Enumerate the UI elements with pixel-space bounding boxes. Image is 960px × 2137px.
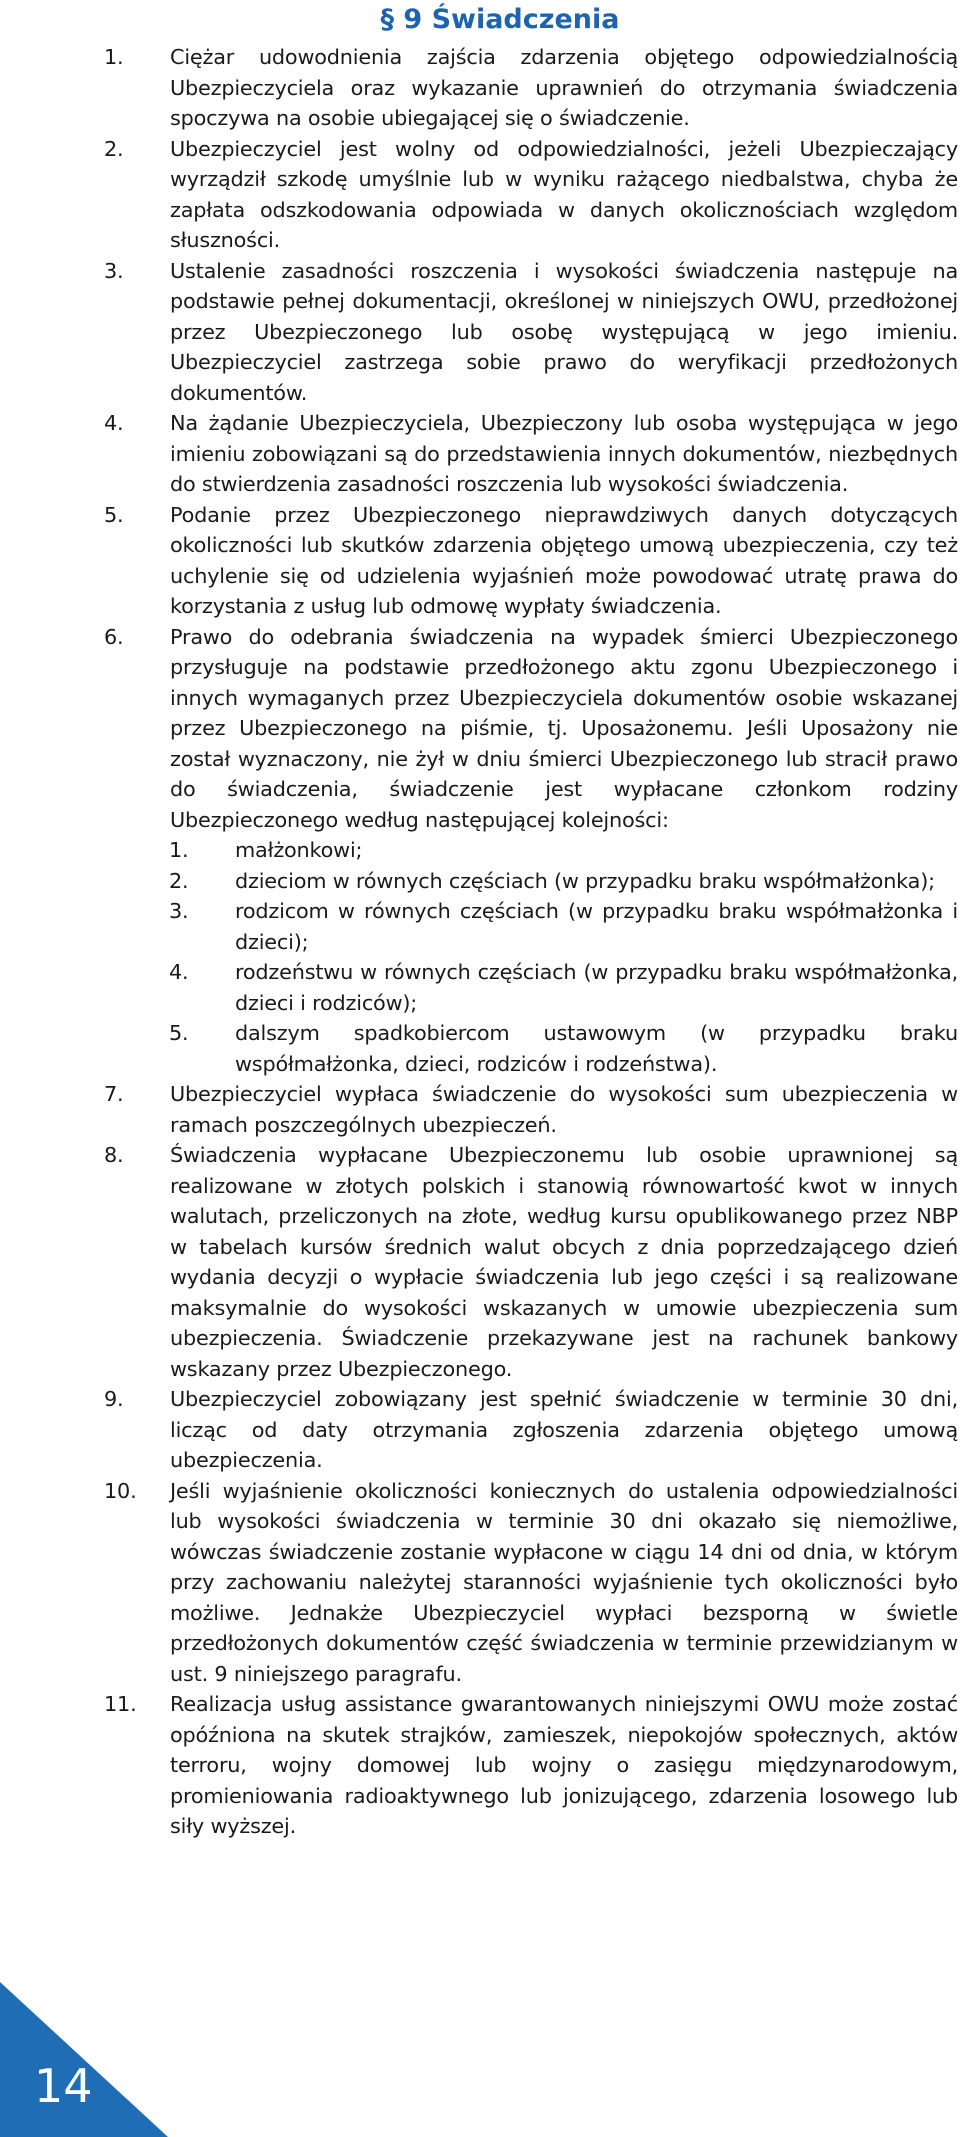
sub-list-item xyxy=(169,957,958,1018)
sub-item-text: rodzeństwu w równych częściach (w przypadku braku współmałżonka, dzieci i rodziców); xyxy=(235,960,958,1015)
list-item xyxy=(104,1384,958,1476)
list-item xyxy=(104,500,958,622)
item-number: 4. xyxy=(104,411,124,435)
list-item xyxy=(104,256,958,409)
list-item xyxy=(104,134,958,256)
sub-item-number: 1. xyxy=(169,838,189,862)
item-text: Ubezpieczyciel wypłaca świadczenie do wysokości sum ubezpieczenia w ramach poszczególnych ubezpieczeń. xyxy=(170,1082,958,1137)
item-text: Prawo do odebrania świadczenia na wypadek śmierci Ubezpieczonego przysługuje na podstawie przedłożonego aktu zgonu Ubezpieczonego i innych wymaganych przez Ubezpieczyciela dokumentów osobie wskazanej przez Ubezpieczonego na piśmie, tj. Uposażonemu. Jeśli Uposażony nie został wyznaczony, nie żył w dniu śmierci Ubezpieczonego lub stracił prawo do świadczenia, świadczenie jest wypłacane członkom rodziny Ubezpieczonego według następującej kolejności: xyxy=(170,624,958,832)
sub-item-number: 2. xyxy=(169,868,189,893)
sub-item-text: dzieciom w równych częściach (w przypadku braku współmałżonka); xyxy=(235,868,935,893)
item-text: Ciężar udowodnienia zajścia zdarzenia objętego odpowiedzialnością Ubezpieczyciela oraz wykazanie uprawnień do otrzymania świadczenia spoczywa na osobie ubiegającej się o świadczenie. xyxy=(170,45,958,130)
list-item xyxy=(104,408,958,500)
sub-item-text: dalszym spadkobiercom ustawowym (w przypadku braku współmałżonka, dzieci, rodziców i rodzeństwa). xyxy=(235,1021,958,1076)
item-number: 5. xyxy=(104,502,124,527)
sub-list-item xyxy=(169,835,958,866)
list-item xyxy=(104,1079,958,1140)
item-text: Ubezpieczyciel jest wolny od odpowiedzialności, jeżeli Ubezpieczający wyrządził szkodę umyślnie lub w wyniku rażącego niedbalstwa, chyba że zapłata odszkodowania odpowiada w danych okolicznościach względom słuszności. xyxy=(170,136,958,252)
item-number: 10. xyxy=(104,1478,137,1503)
item-number: 1. xyxy=(104,45,124,69)
item-text: Realizacja usług assistance gwarantowanych niniejszymi OWU może zostać opóźniona na skutek strajków, zamieszek, niepokojów społecznych, aktów terroru, wojny domowej lub wojny o zasięgu międzynarodowym, promieniowania radioaktywnego lub jonizującego, zdarzenia losowego lub siły wyższej. xyxy=(170,1692,958,1838)
sub-list-item xyxy=(169,896,958,957)
item-text: Ustalenie zasadności roszczenia i wysokości świadczenia następuje na podstawie pełnej dokumentacji, określonej w niniejszych OWU, przedłożonej przez Ubezpieczonego lub osobę występującą w jego imieniu. Ubezpieczyciel zastrzega sobie prawo do weryfikacji przedłożonych dokumentów. xyxy=(170,258,958,405)
list-item xyxy=(104,1476,958,1690)
list-item xyxy=(104,1689,958,1842)
list-item xyxy=(104,42,958,134)
item-number: 2. xyxy=(104,136,124,161)
item-number: 8. xyxy=(104,1143,124,1167)
sub-item-number: 4. xyxy=(169,960,189,984)
item-text: Jeśli wyjaśnienie okoliczności koniecznych do ustalenia odpowiedzialności lub wysokości świadczenia w terminie 30 dni okazało się niemożliwe, wówczas świadczenie zostanie wypłacone w ciągu 14 dni od dnia, w którym przy zachowaniu należytej staranności wyjaśnienie tych okoliczności było możliwe. Jednakże Ubezpieczyciel wypłaci bezsporną w świetle przedłożonych dokumentów część świadczenia w terminie przewidzianym w ust. 9 niniejszego paragrafu. xyxy=(170,1478,958,1686)
sub-list-item xyxy=(169,1018,958,1079)
item-number: 9. xyxy=(104,1387,124,1411)
item-text: Podanie przez Ubezpieczonego nieprawdziwych danych dotyczących okoliczności lub skutków zdarzenia objętego umową ubezpieczenia, czy też uchylenie się od udzielenia wyjaśnień może powodować utratę prawa do korzystania z usług lub odmowę wypłaty świadczenia. xyxy=(170,502,958,618)
sub-item-text: rodzicom w równych częściach (w przypadku braku współmałżonka i dzieci); xyxy=(235,899,958,954)
list-item xyxy=(104,622,958,1080)
section-heading: § 9 Świadczenia xyxy=(380,4,620,35)
page-number: 14 xyxy=(34,2059,93,2113)
item-number: 7. xyxy=(104,1082,124,1106)
item-text: Ubezpieczyciel zobowiązany jest spełnić świadczenie w terminie 30 dni, licząc od daty otrzymania zgłoszenia zdarzenia objętego umową ubezpieczenia. xyxy=(170,1387,958,1472)
list-item xyxy=(104,1140,958,1384)
item-number: 11. xyxy=(104,1692,137,1716)
numbered-list xyxy=(104,42,958,1842)
sub-list xyxy=(169,835,958,1079)
item-number: 3. xyxy=(104,258,124,283)
sub-list-item xyxy=(169,866,958,897)
sub-item-number: 3. xyxy=(169,899,189,923)
sub-item-text: małżonkowi; xyxy=(235,838,363,862)
sub-item-number: 5. xyxy=(169,1021,189,1045)
item-text: Świadczenia wypłacane Ubezpieczonemu lub osobie uprawnionej są realizowane w złotych polskich i stanowią równowartość kwot w innych walutach, przeliczonych na złote, według kursu opublikowanego przez NBP w tabelach kursów średnich walut obcych z dnia poprzedzającego dzień wydania decyzji o wypłacie świadczenia lub jego części i są realizowane maksymalnie do wysokości wskazanych w umowie ubezpieczenia sum ubezpieczenia. Świadczenie przekazywane jest na rachunek bankowy wskazany przez Ubezpieczonego. xyxy=(170,1143,958,1381)
item-text: Na żądanie Ubezpieczyciela, Ubezpieczony lub osoba występująca w jego imieniu zobowiązani są do przedstawienia innych dokumentów, niezbędnych do stwierdzenia zasadności roszczenia lub wysokości świadczenia. xyxy=(170,411,958,496)
item-number: 6. xyxy=(104,624,124,649)
